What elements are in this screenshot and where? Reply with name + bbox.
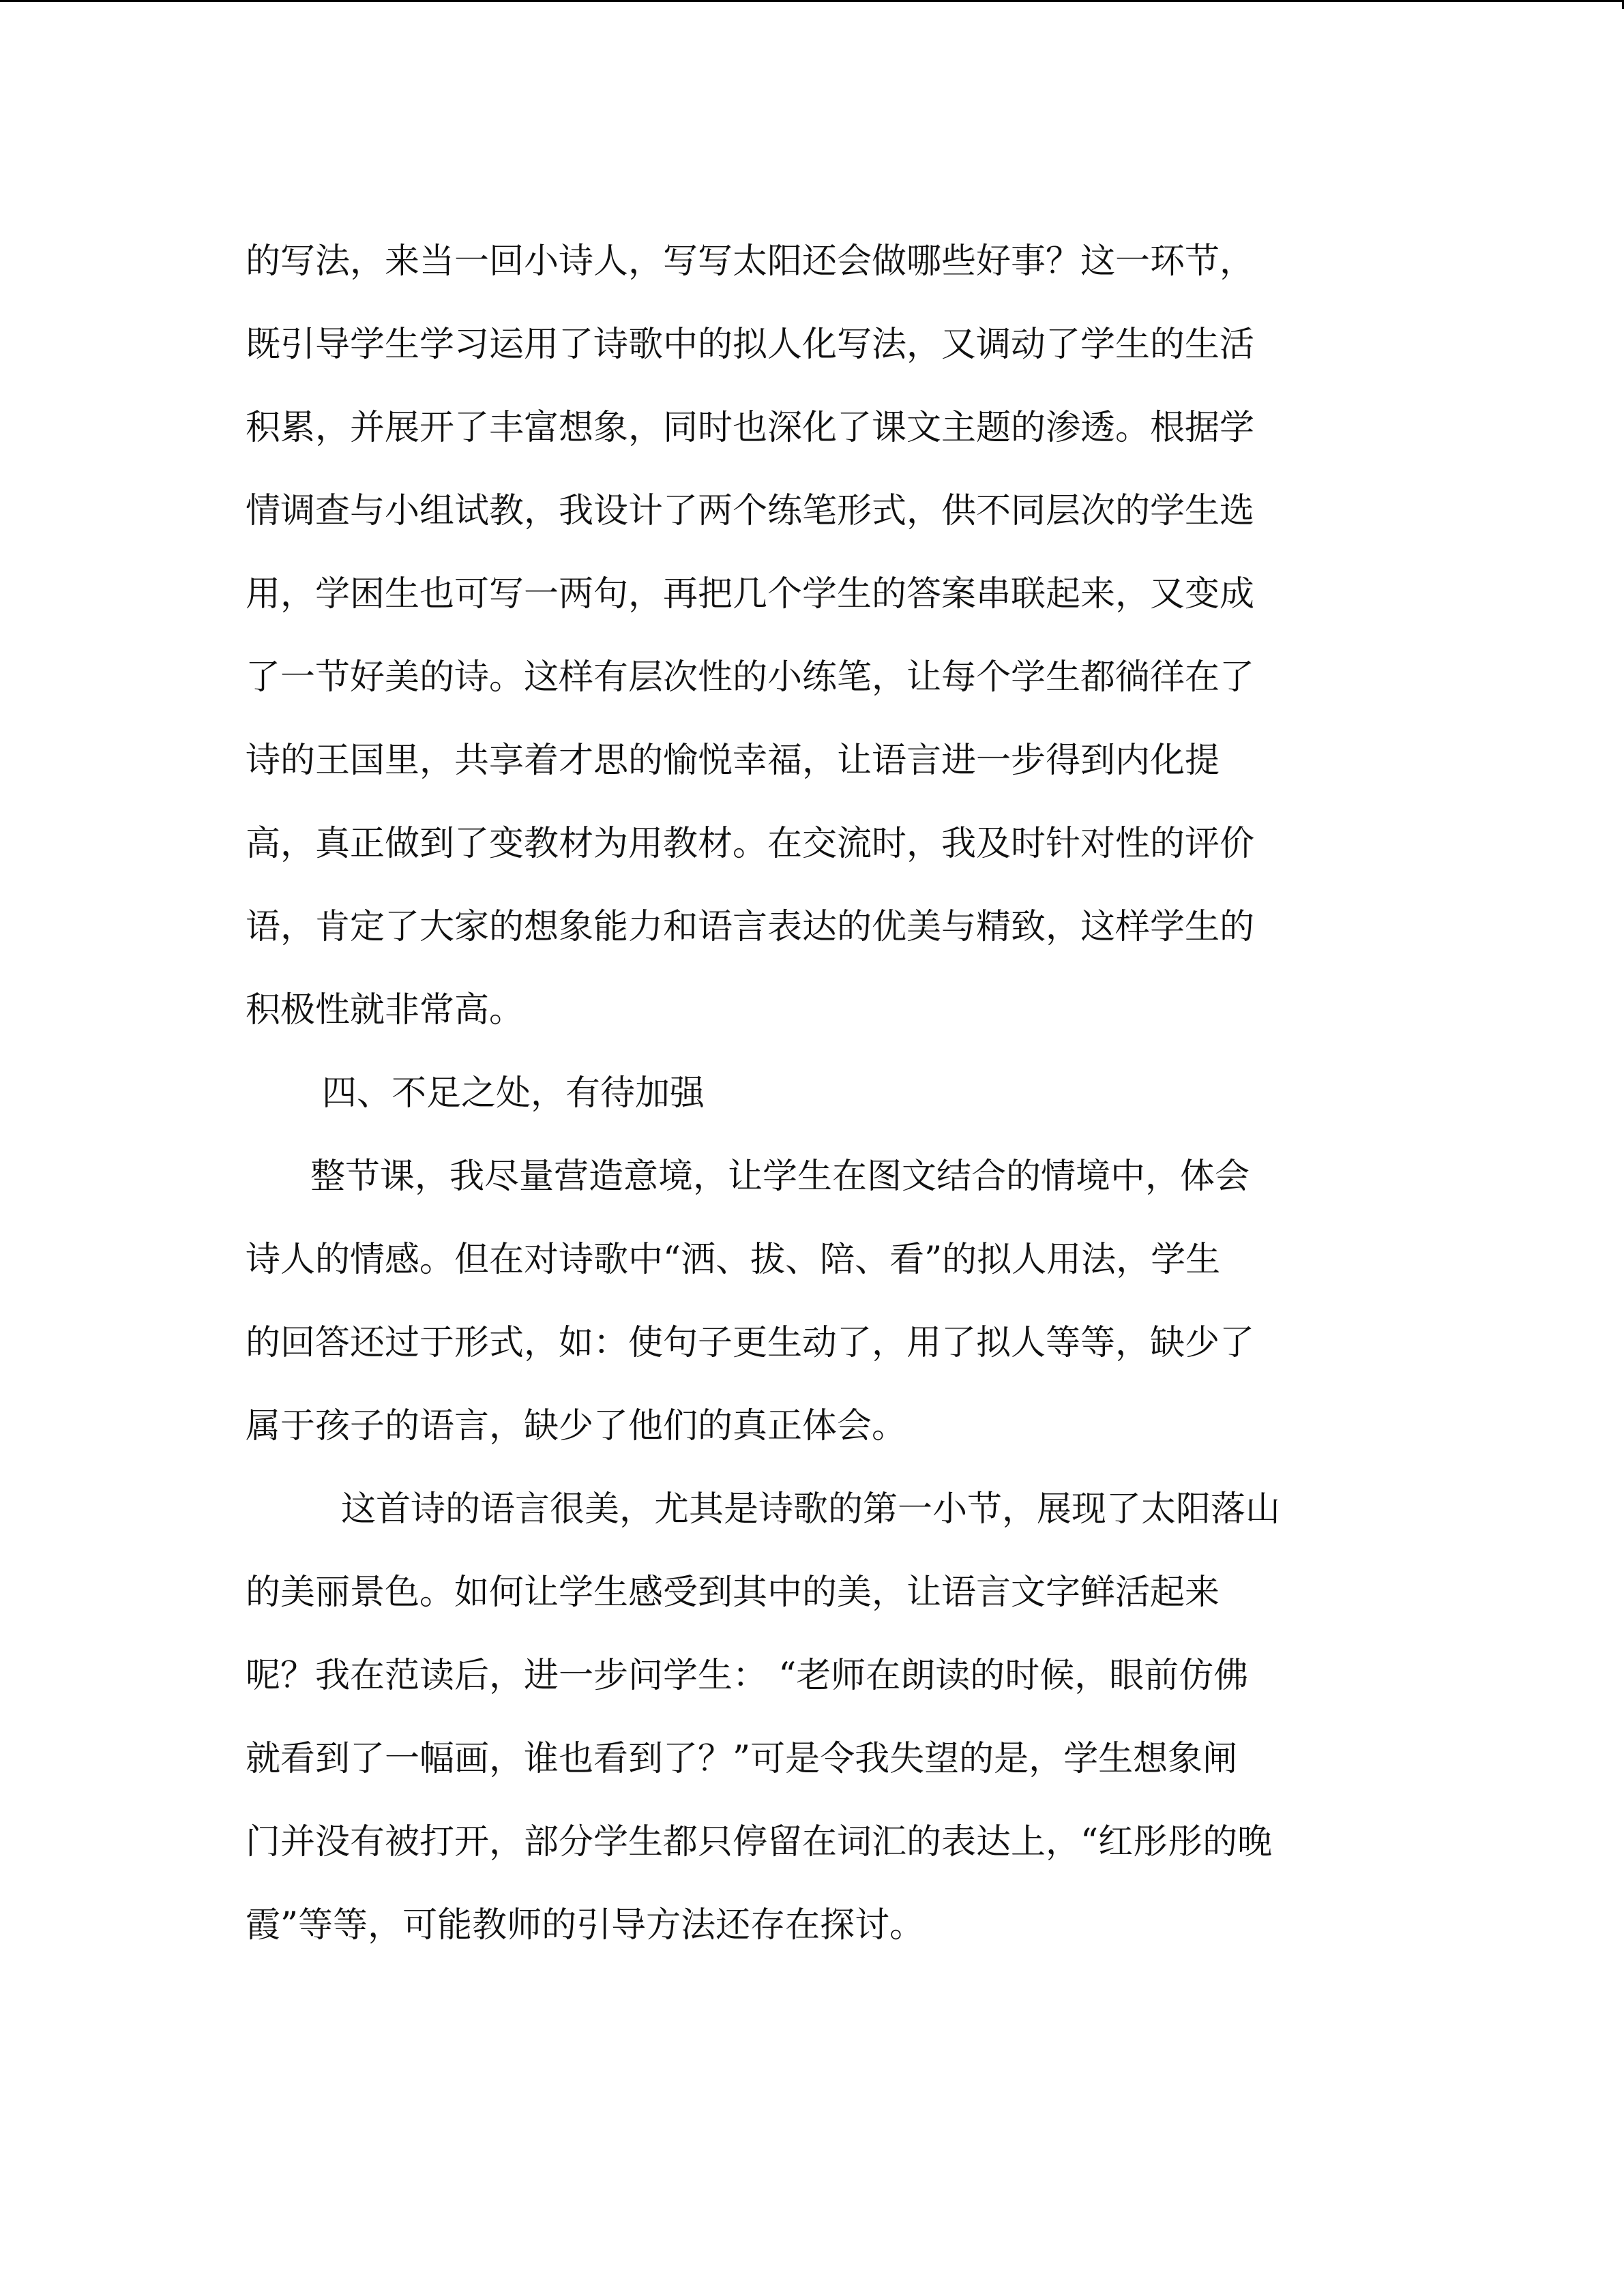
text-line-7: 诗的王国里，共享着才思的愉悦幸福，让语言进一步得到内化提	[246, 741, 1220, 781]
text-line-3: 积累，并展开了丰富想象，同时也深化了课文主题的渗透。根据学	[246, 408, 1255, 448]
text-line-10: 积极性就非常高。	[246, 990, 525, 1030]
text-line-1: 的写法，来当一回小诗人，写写太阳还会做哪些好事？这一环节，	[246, 241, 1255, 282]
text-line-12: 整节课，我尽量营造意境，让学生在图文结合的情境中，体会	[310, 1157, 1250, 1197]
text-line-17: 的美丽景色。如何让学生感受到其中的美，让语言文字鲜活起来	[246, 1572, 1220, 1613]
document-body	[246, 220, 1378, 1967]
text-line-8: 高，真正做到了变教材为用教材。在交流时，我及时针对性的评价	[246, 824, 1255, 864]
text-line-15: 属于孩子的语言，缺少了他们的真正体会。	[246, 1406, 907, 1446]
text-line-9: 语，肯定了大家的想象能力和语言表达的优美与精致，这样学生的	[246, 907, 1255, 947]
text-line-20: 门并没有被打开，部分学生都只停留在词汇的表达上，“红彤彤的晚	[246, 1822, 1273, 1862]
text-line-14: 的回答还过于形式，如：使句子更生动了，用了拟人等等，缺少了	[246, 1323, 1255, 1363]
text-line-18: 呢？我在范读后，进一步问学生： “老师在朗读的时候，眼前仿佛	[246, 1656, 1249, 1696]
text-line-16: 这首诗的语言很美，尤其是诗歌的第一小节，展现了太阳落山	[341, 1489, 1281, 1530]
section-heading: 四、不足之处，有待加强	[322, 1073, 705, 1114]
text-line-2: 既引导学生学习运用了诗歌中的拟人化写法，又调动了学生的生活	[246, 325, 1255, 365]
text-line-21: 霞”等等，可能教师的引导方法还存在探讨。	[246, 1905, 925, 1945]
text-line-5: 用，学困生也可写一两句，再把几个学生的答案串联起来，又变成	[246, 574, 1255, 614]
text-line-13: 诗人的情感。但在对诗歌中“洒、拔、陪、看”的拟人用法，学生	[246, 1240, 1221, 1280]
text-line-19: 就看到了一幅画，谁也看到了？”可是令我失望的是，学生想象闸	[246, 1739, 1238, 1779]
text-line-4: 情调查与小组试教，我设计了两个练笔形式，供不同层次的学生选	[246, 491, 1255, 531]
text-line-6: 了一节好美的诗。这样有层次性的小练笔，让每个学生都徜徉在了	[246, 657, 1255, 698]
